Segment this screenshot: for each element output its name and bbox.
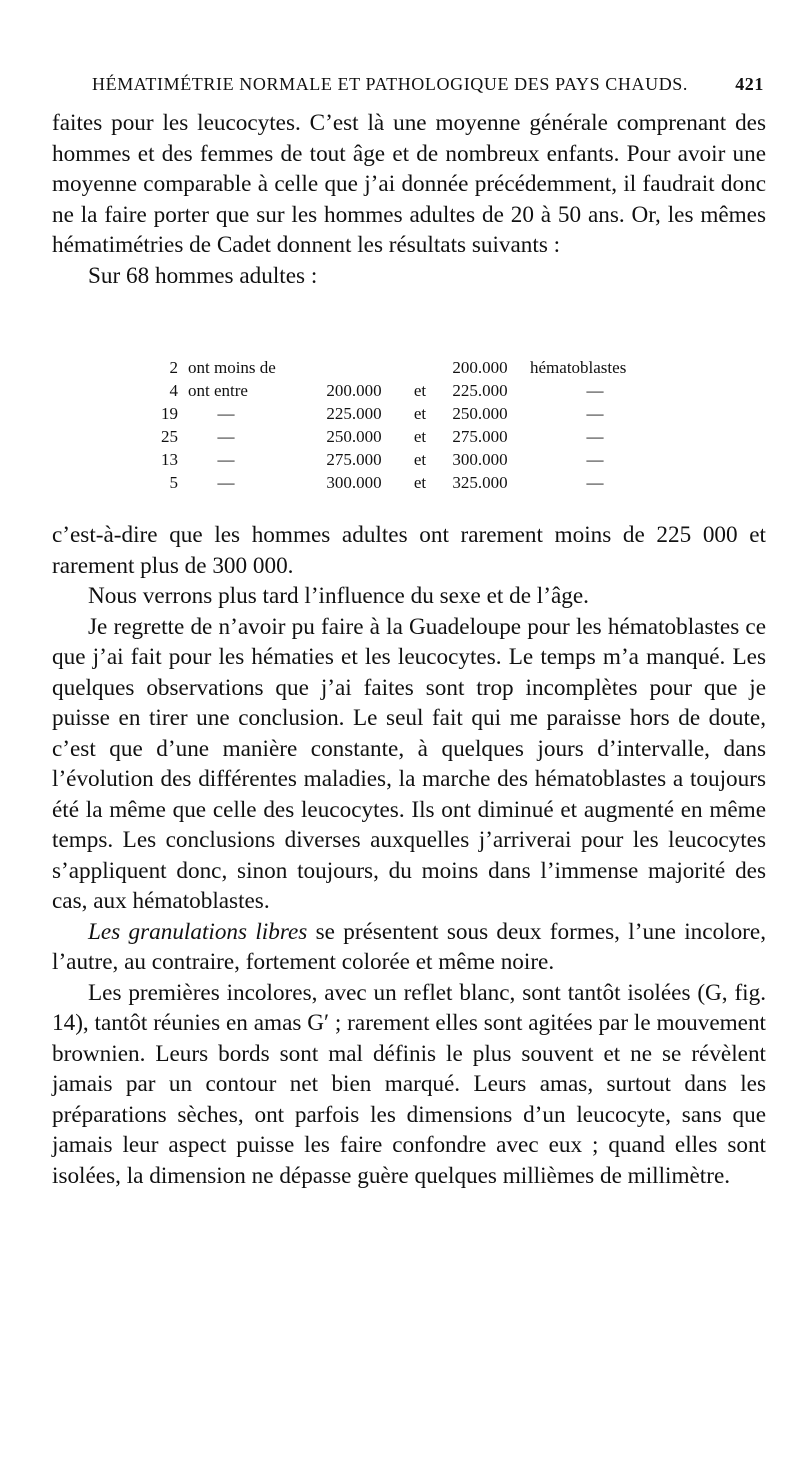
table-row [0,448,800,471]
lower-bound-cell: 250.000 [326,427,382,446]
conjunction-cell: et [413,381,427,400]
intro-text [52,108,766,291]
conjunction-cell: et [413,450,427,469]
running-header [92,74,764,95]
count-cell: 4 [169,381,178,400]
relation-cell: — [217,404,235,423]
relation-cell: — [217,427,235,446]
conjunction-cell: et [413,404,427,423]
paragraph-conclusion: c’est-à-dire que les hommes adultes ont rarement moins de 225 000 et rarement plus de 300 000. [52,522,766,579]
count-cell: 2 [169,358,178,377]
paragraph-granulations-text: se présentent sous deux formes, l’une incolore, l’autre, au contraire, fortement colorée et même noire. [52,918,766,975]
paragraph-incolores: Les premières incolores, avec un reflet blanc, sont tantôt isolées (G, fig. 14), tantôt réunies en amas G′ ; rarement elles sont agitées par le mouvement brownien. Leurs bords sont mal définis le plus souvent et ne se révèlent jamais par un contour net bien marqué. Leurs amas, surtout dans les préparations sèches, ont parfois les dimensions d’un leucocyte, sans que jamais leur aspect puisse les faire confondre avec eux ; quand elles sont isolées, la dimension ne dépasse guère quelques millièmes de millimètre. [52,979,766,1189]
upper-bound-cell: 325.000 [452,473,508,492]
upper-bound-cell: 250.000 [452,404,508,423]
table-row [0,379,800,402]
conjunction-cell: et [413,427,427,446]
table-row [0,471,800,494]
paragraph-continued: faites pour les leucocytes. C’est là une moyenne générale comprenant des hommes et des femmes de tout âge et de nombreux enfants. Pour avoir une moyenne comparable à celle que j’ai donnée précédemment, il faudrait donc ne la faire porter que sur les hommes adultes de 20 à 50 ans. Or, les mêmes hématimétries de Cadet donnent les résultats suivants : [52,110,766,258]
paragraph-guadeloupe: Je regrette de n’avoir pu faire à la Guadeloupe pour les hématoblastes ce que j’ai fait pour les hématies et les leucocytes. Le temps m’a manqué. Les quelques observations que j’ai faites sont trop incomplètes pour que je puisse en tirer une conclusion. Le seul fait qui me paraisse hors de doute, c’est que d’une manière constante, à quelques jours d’intervalle, dans l’évolution des différentes maladies, la marche des hématoblastes a toujours été la même que celle des leucocytes. Ils ont diminué et augmenté en même temps. Les conclusions diverses auxquelles j’arriverai pour les leucocytes s’appliquent donc, sinon toujours, du moins dans l’immense majorité des cas, aux hématoblastes. [52,613,766,914]
italic-term: Les granulations libres [88,918,308,945]
upper-bound-cell: 300.000 [452,450,508,469]
lower-bound-cell: 225.000 [326,404,382,423]
main-text [52,520,766,1191]
table-row [0,402,800,425]
hematoblast-table [0,356,800,494]
page-number: 421 [735,74,764,94]
count-cell: 13 [161,450,178,469]
ditto-cell: — [586,450,604,469]
upper-bound-cell: 200.000 [452,358,508,377]
lower-bound-cell: 300.000 [326,473,382,492]
relation-cell: — [217,450,235,469]
paragraph-sex-age: Nous verrons plus tard l’influence du sexe et de l’âge. [88,583,589,609]
count-cell: 5 [169,473,178,492]
paragraph-sample: Sur 68 hommes adultes : [88,262,318,289]
ditto-cell: — [586,427,604,446]
relation-cell: ont entre [188,381,248,400]
count-cell: 19 [161,404,178,423]
running-title: HÉMATIMÉTRIE NORMALE ET PATHOLOGIQUE DES PAYS CHAUDS. [92,74,689,94]
ditto-cell: — [586,404,604,423]
unit-cell: hématoblastes [530,358,627,377]
relation-cell: — [217,473,235,492]
table-row [0,425,800,448]
upper-bound-cell: 275.000 [452,427,508,446]
conjunction-cell: et [413,473,427,492]
paragraph-granulations [52,917,766,978]
table-row [0,356,800,379]
ditto-cell: — [586,381,604,400]
relation-cell: ont moins de [188,358,276,377]
lower-bound-cell: 200.000 [326,381,382,400]
ditto-cell: — [586,473,604,492]
lower-bound-cell: 275.000 [326,450,382,469]
count-cell: 25 [161,427,178,446]
upper-bound-cell: 225.000 [452,381,508,400]
